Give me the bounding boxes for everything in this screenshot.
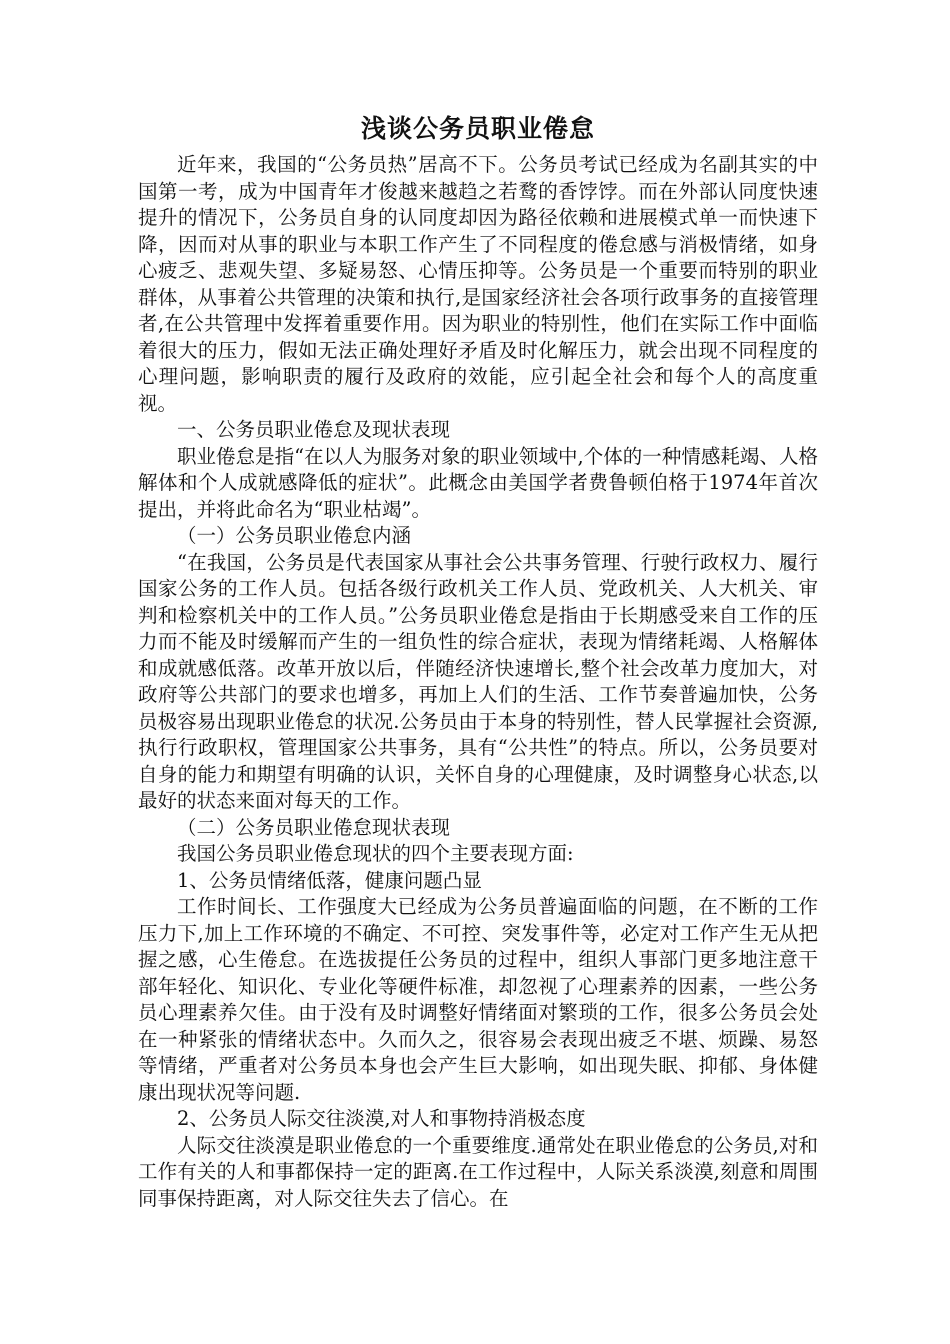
connotation-paragraph: “在我国，公务员是代表国家从事社会公共事务管理、行驶行政权力、履行国家公务的工作人员。包括各级行政机关工作人员、党政机关、人大机关、审判和检察机关中的工作人员。”公务员职业倦怠是指由于长期感受来自工作的压力而不能及时缓解而产生的一组负性的综合症状，表现为情绪耗竭、人格解体和成就感低落。改革开放以后，伴随经济快速增长,整个社会改革力度加大，对政府等公共部门的要求也增多，再加上人们的生活、工作节奏普遍加快，公务员极容易出现职业倦怠的状况.公务员由于本身的特别性，替人民掌握社会资源,执行行政职权，管理国家公共事务，具有“公共性”的特点。所以，公务员要对自身的能力和期望有明确的认识，关怀自身的心理健康，及时调整身心状态,以最好的状态来面对每天的工作。 [138, 550, 818, 812]
intro-paragraph: 近年来，我国的“公务员热”居高不下。公务员考试已经成为名副其实的中国第一考，成为中国青年才俊越来越趋之若鹜的香饽饽。而在外部认同度快速提升的情况下，公务员自身的认同度却因为路径依赖和进展模式单一而快速下降，因而对从事的职业与本职工作产生了不同程度的倦怠感与消极情绪，如身心疲乏、悲观失望、多疑易怒、心情压抑等。公务员是一个重要而特别的职业群体，从事着公共管理的决策和执行,是国家经济社会各项行政事务的直接管理者,在公共管理中发挥着重要作用。因为职业的特别性，他们在实际工作中面临着很大的压力，假如无法正确处理好矛盾及时化解压力，就会出现不同程度的心理问题，影响职责的履行及政府的效能，应引起全社会和每个人的高度重视。 [138, 153, 818, 415]
section-heading: 一、公务员职业倦怠及现状表现 [177, 418, 451, 441]
point-heading: 1、公务员情绪低落，健康问题凸显 [177, 868, 482, 892]
subsection-heading: （一）公务员职业倦怠内涵 [177, 524, 412, 547]
document-page [138, 112, 818, 1212]
subsection-heading: （二）公务员职业倦怠现状表现 [177, 815, 451, 839]
point-heading: 2、公务员人际交往淡漠,对人和事物持消极态度 [177, 1107, 586, 1130]
definition-paragraph: 职业倦怠是指“在以人为服务对象的职业领域中,个体的一种情感耗竭、人格解体和个人成就感降低的症状”。此概念由美国学者费鲁顿伯格于1974年首次提出，并将此命名为“职业枯竭”。 [138, 444, 818, 521]
intro-line: 我国公务员职业倦怠现状的四个主要表现方面: [177, 842, 574, 865]
point-paragraph: 人际交往淡漠是职业倦怠的一个重要维度.通常处在职业倦怠的公务员,对和工作有关的人和事都保持一定的距离.在工作过程中，人际关系淡漠,刻意和周围同事保持距离，对人际交往失去了信心。在 [138, 1133, 818, 1210]
point-paragraph: 工作时间长、工作强度大已经成为公务员普遍面临的问题，在不断的工作压力下,加上工作环境的不确定、不可控、突发事件等，必定对工作产生无从把握之感，心生倦怠。在选拔提任公务员的过程中，组织人事部门更多地注意干部年轻化、知识化、专业化等硬件标准，却忽视了心理素养的因素，一些公务员心理素养欠佳。由于没有及时调整好情绪面对繁琐的工作，很多公务员会处在一种紧张的情绪状态中。久而久之，很容易会表现出疲乏不堪、烦躁、易怒等情绪，严重者对公务员本身也会产生巨大影响，如出现失眠、抑郁、身体健康出现状况等问题. [138, 895, 818, 1104]
document-title: 浅谈公务员职业倦怠 [360, 114, 595, 143]
